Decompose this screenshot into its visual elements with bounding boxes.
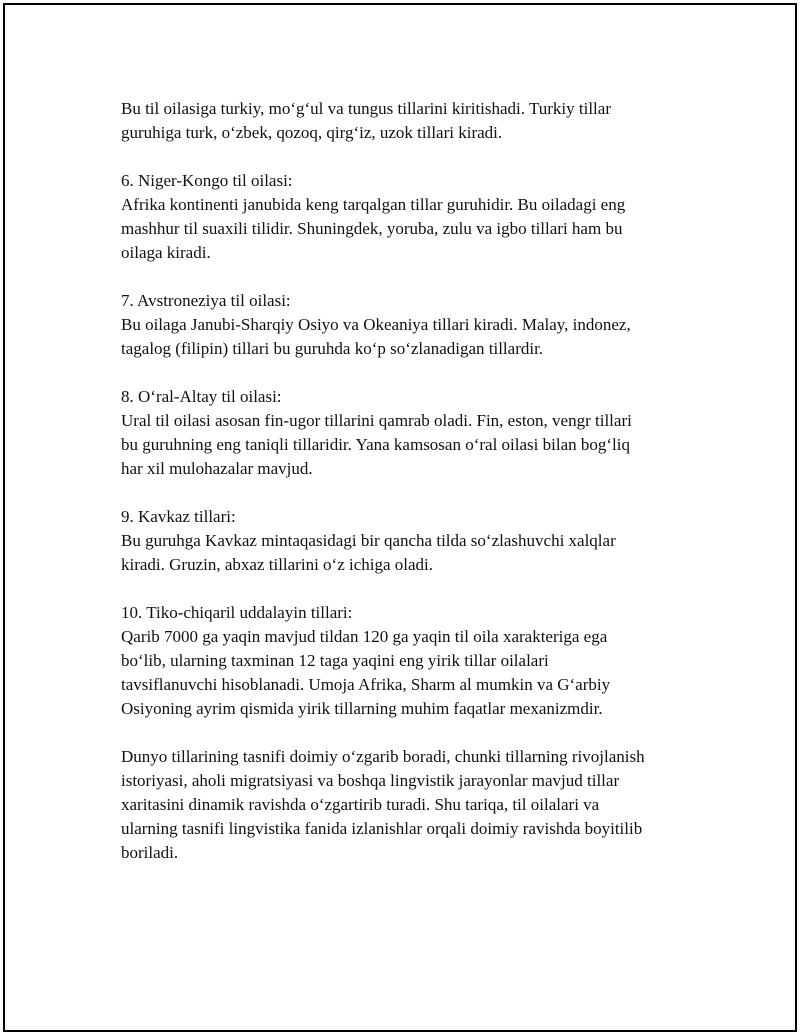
paragraph-turkic-intro xyxy=(121,97,701,145)
text-line: Bu guruhga Kavkaz mintaqasidagi bir qancha tilda so‘zlashuvchi xalqlar xyxy=(121,531,616,550)
text-line: oilaga kiradi. xyxy=(121,243,211,262)
paragraph-conclusion xyxy=(121,745,701,865)
text-line: mashhur til suaxili tilidir. Shuningdek, yoruba, zulu va igbo tillari ham bu xyxy=(121,219,623,238)
section-caucasian xyxy=(121,505,701,577)
document-body xyxy=(121,97,701,889)
section-austronesian xyxy=(121,289,701,361)
section-niger-kongo xyxy=(121,169,701,265)
text-line: Bu til oilasiga turkiy, mo‘g‘ul va tungus tillarini kiritishadi. Turkiy tillar xyxy=(121,99,611,118)
text-line: istoriyasi, aholi migratsiyasi va boshqa lingvistik jarayonlar mavjud tillar xyxy=(121,771,620,790)
section-heading: 8. O‘ral-Altay til oilasi: xyxy=(121,387,282,406)
text-line: har xil mulohazalar mavjud. xyxy=(121,459,313,478)
text-line: Osiyoning ayrim qismida yirik tillarning muhim faqatlar mexanizmdir. xyxy=(121,699,603,718)
text-line: Ural til oilasi asosan fin-ugor tillarini qamrab oladi. Fin, eston, vengr tillari xyxy=(121,411,632,430)
text-line: kiradi. Gruzin, abxaz tillarini o‘z ichiga oladi. xyxy=(121,555,434,574)
section-heading: 7. Avstroneziya til oilasi: xyxy=(121,291,291,310)
section-ural-altay xyxy=(121,385,701,481)
text-line: Dunyo tillarining tasnifi doimiy o‘zgarib boradi, chunki tillarning rivojlanish xyxy=(121,747,645,766)
section-tiko-chiqaril xyxy=(121,601,701,721)
text-line: bu guruhning eng taniqli tillaridir. Yana kamsosan o‘ral oilasi bilan bog‘liq xyxy=(121,435,630,454)
text-line: bo‘lib, ularning taxminan 12 taga yaqini eng yirik tillar oilalari xyxy=(121,651,549,670)
text-line: Bu oilaga Janubi-Sharqiy Osiyo va Okeaniya tillari kiradi. Malay, indonez, xyxy=(121,315,631,334)
text-line: tagalog (filipin) tillari bu guruhda ko‘p so‘zlanadigan tillardir. xyxy=(121,339,544,358)
section-heading: 6. Niger-Kongo til oilasi: xyxy=(121,171,293,190)
text-line: ularning tasnifi lingvistika fanida izlanishlar orqali doimiy ravishda boyitilib xyxy=(121,819,643,838)
text-line: boriladi. xyxy=(121,843,179,862)
text-line: Qarib 7000 ga yaqin mavjud tildan 120 ga yaqin til oila xarakteriga ega xyxy=(121,627,608,646)
text-line: guruhiga turk, o‘zbek, qozoq, qirg‘iz, uzok tillari kiradi. xyxy=(121,123,503,142)
text-line: xaritasini dinamik ravishda o‘zgartirib turadi. Shu tariqa, til oilalari va xyxy=(121,795,600,814)
section-heading: 10. Tiko-chiqaril uddalayin tillari: xyxy=(121,603,353,622)
text-line: Afrika kontinenti janubida keng tarqalgan tillar guruhidir. Bu oiladagi eng xyxy=(121,195,626,214)
section-heading: 9. Kavkaz tillari: xyxy=(121,507,236,526)
text-line: tavsiflanuvchi hisoblanadi. Umoja Afrika, Sharm al mumkin va G‘arbiy xyxy=(121,675,611,694)
page-frame xyxy=(3,3,797,1032)
